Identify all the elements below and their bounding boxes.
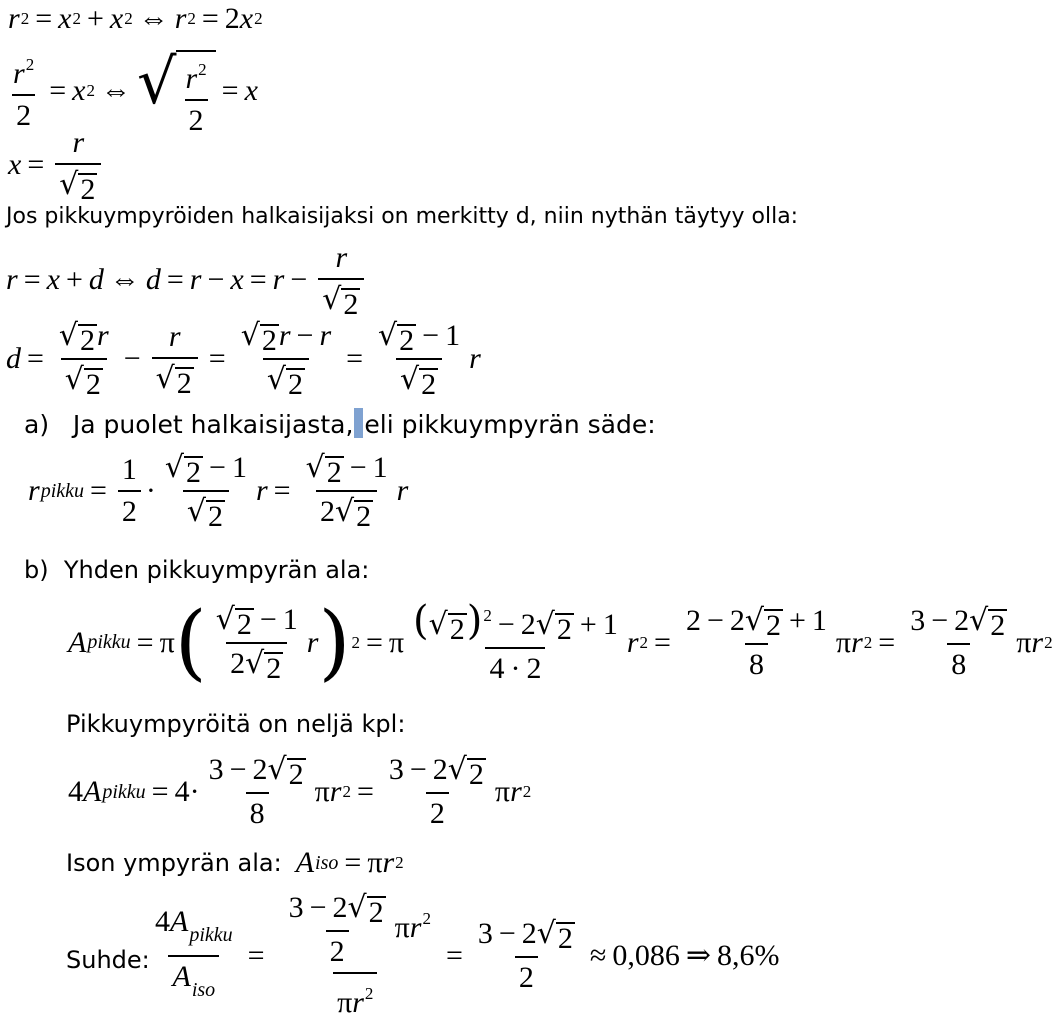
equation-3: x = r √ 2 [8,125,106,205]
equation-2: $\frac{r^2}{2}$ = x 2 ⇔ √ $\frac{r^2}{2}$ = x [13,45,258,137]
heading-a: a) Ja puolet halkaisijasta, eli pikkuympyrän säde: [24,410,656,439]
equation-1: r 2 = x 2 + x 2 ⇔ r 2 = 2 x 2 [8,2,263,35]
equation-a-pikku: A pikku = π ( √ 2 − 1 2 √ 2 r ) 2 = π ( √ 2 )$^2$ − 2 √ 2 + 1 4 · 2 r 2 = 2 − 2 √ 2 + 1 8 π r 2 = 3 − 2 √ 2 8 π r 2 [68,594,1053,690]
text-iso: Ison ympyrän ala: A iso = π r 2 [66,846,404,879]
heading-b: b) Yhden pikkuympyrän ala: [24,556,370,584]
equation-4: r = x + d ⇔ d = r − x = r − r √ 2 [6,240,369,320]
text-jos: Jos pikkuympyröiden halkaisijaksi on merkitty d, niin nythän täytyy olla: [6,204,799,229]
equation-r-pikku: r pikku = $\frac{1}{2}$ · √ 2 − 1 √ 2 r = √ 2 − 1 2 √ 2 r [28,450,409,533]
text-suhde: Suhde: [66,946,150,974]
equation-5: d = √ 2 r √ 2 − r √ 2 = √ 2 r − r √ 2 = √ 2 − 1 √ 2 r [6,318,481,401]
equation-4a-pikku: 4 A pikku = 4 · 3 − 2 √ 2 8 π r 2 = 3 − 2 √ 2 2 π r 2 [68,752,532,830]
equation-suhde: $\frac{4A_{pikku}}{A_{iso}}$ = 3 − 2 √ 2 2 $\pi r^2$ $\pi r^2$ = 3 − 2 √ 2 2 ≈ 0,086 ⇒ 8,6% [155,890,780,1019]
text-cursor [354,408,363,438]
text-pikku: Pikkuympyröitä on neljä kpl: [66,710,406,738]
